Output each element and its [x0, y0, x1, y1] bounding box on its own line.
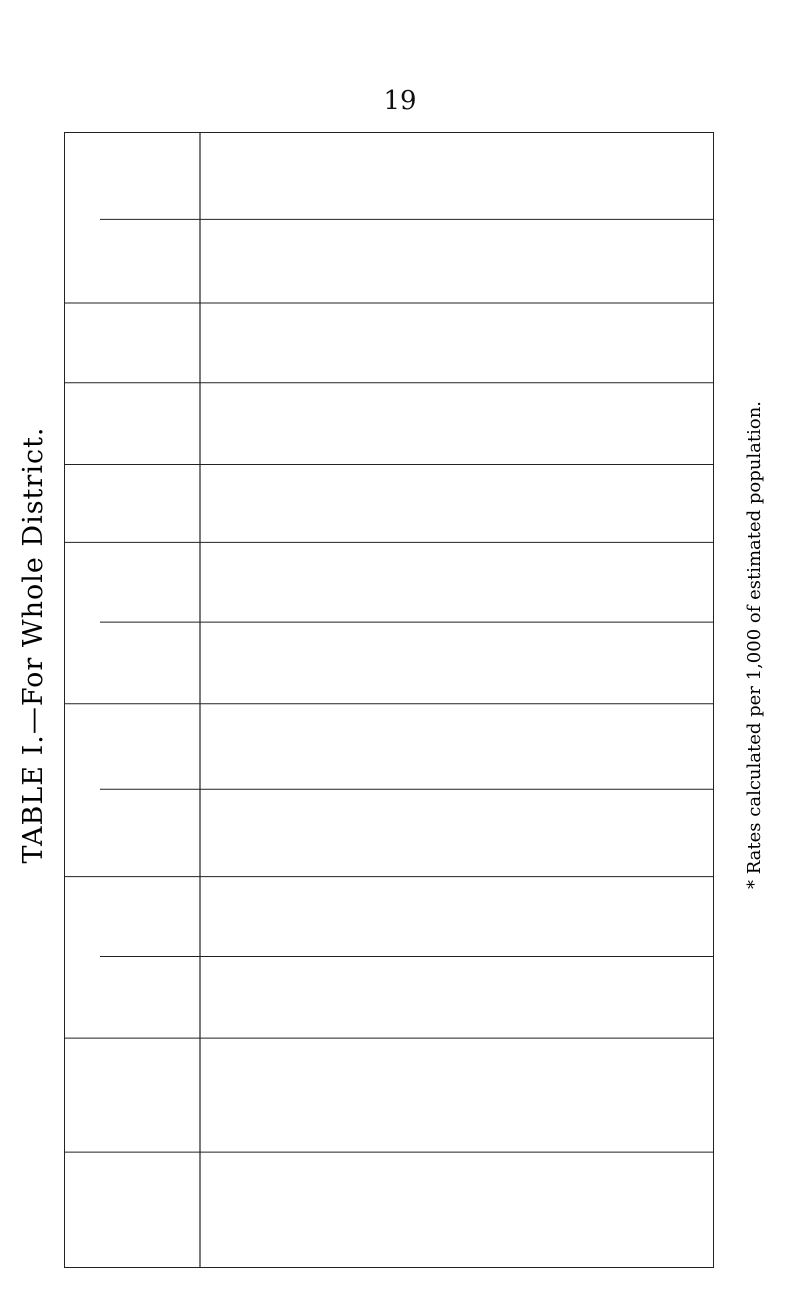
title-svg	[2, 70, 60, 1220]
table-svg	[64, 132, 714, 1268]
footnote-svg	[720, 60, 780, 1230]
footnote	[720, 60, 780, 1230]
title-text: TABLE I.—For Whole District.	[18, 426, 49, 864]
footnote-text: * Rates calculated per 1,000 of estimated population.	[744, 400, 765, 890]
table-rotated-group	[64, 132, 714, 1268]
page-number: 19	[383, 86, 417, 116]
statistics-table	[64, 132, 714, 1268]
table-title	[2, 70, 60, 1220]
